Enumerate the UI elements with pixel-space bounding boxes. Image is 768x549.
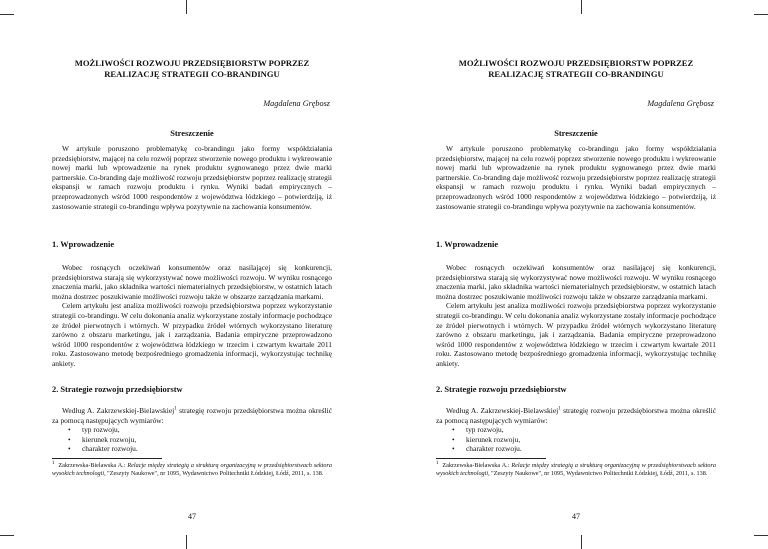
section-2-body — [436, 406, 716, 454]
list-item: • charakter rozwoju. — [436, 444, 716, 454]
intro-text: Według A. Zakrzewskiej-Bielawskiej — [62, 406, 175, 415]
abstract-text: W artykule poruszono problematykę co-brandingu jako formy współdziałania przedsiębiorstw, mającej na celu rozwój poprzez stworzenie nowego produktu i wykreowanie nowej marki lub wprowadzenie na rynek produktu sygnowanego przez dwie marki partnerskie. Co-branding daje możliwość rozwoju przedsiębiorstw poprzez realizację strategii ekspansji w ramach rozwoju produktu i rynku. Wyniki badań empirycznych – przeprowadzonych wśród 1000 respondentów z województwa łódzkiego – potwierdziją, iż zastosowanie strategii co-brandingu wpływa pozytywnie na zachowania konsumentów. — [436, 144, 716, 211]
section-1-heading: 1. Wprowadzenie — [52, 240, 115, 249]
abstract-text: W artykule poruszono problematykę co-brandingu jako formy współdziałania przedsiębiorstw, mającej na celu rozwój poprzez stworzenie nowego produktu i wykreowanie nowej marki lub wprowadzenie na rynek produktu sygnowanego przez dwie marki partnerskie. Co-branding daje możliwość rozwoju przedsiębiorstw poprzez realizację strategii ekspansji w ramach rozwoju produktu i rynku. Wyniki badań empirycznych – przeprowadzonych wśród 1000 respondentów z województwa łódzkiego – potwierdziją, iż zastosowanie strategii co-brandingu wpływa pozytywnie na zachowania konsumentów. — [52, 144, 332, 211]
list-item: • typ rozwoju, — [52, 425, 332, 435]
footnote-title: Relacje między strategią a strukturą organizacyjną w przedsiębiorstwach sektora wysokich technologii — [52, 462, 332, 477]
paragraph — [436, 406, 716, 425]
section-2-heading: 2. Strategie rozwoju przedsiębiorstw — [436, 385, 567, 394]
footnote-ref: 1 — [558, 406, 561, 412]
paragraph: Wobec rosnących oczekiwań konsumentów oraz nasilającej się konkurencji, przedsiębiorstwa starają się wykorzystywać nowe możliwości rozwoju. W wyniku rosnącego znaczenia marki, jako składnika wartości niematerialnych przedsiębiorstw, w ostatnich latach można dostrzec poszukiwanie możliwości rozwoju także w obszarze zarządzania markami. — [52, 263, 332, 301]
crop-mark — [581, 0, 582, 14]
footnote-rule — [52, 458, 162, 459]
bullet-list — [52, 425, 332, 454]
footnote-number: 1 — [52, 460, 55, 466]
footnote — [52, 462, 332, 478]
intro-text: Według A. Zakrzewskiej-Bielawskiej — [446, 406, 559, 415]
list-item: • kierunek rozwoju, — [436, 435, 716, 445]
crop-mark — [754, 535, 768, 536]
page-number: 47 — [188, 512, 196, 521]
intro-text: strategię rozwoju przedsiębiorstwa można określić za pomocą następujących wymiarów: — [52, 406, 332, 425]
section-1-heading: 1. Wprowadzenie — [436, 240, 499, 249]
list-item: • kierunek rozwoju, — [52, 435, 332, 445]
footnote-rule — [436, 458, 546, 459]
title-line-1: MOŻLIWOŚCI ROZWOJU PRZEDSIĘBIORSTW POPRZEZ — [74, 58, 310, 68]
footnote-text: Zakrzewska-Bielawska A.: — [442, 462, 512, 469]
crop-mark — [581, 535, 582, 549]
paragraph — [52, 406, 332, 425]
crop-mark — [186, 535, 187, 549]
section-2-heading: 2. Strategie rozwoju przedsiębiorstw — [52, 385, 183, 394]
article-title — [384, 58, 768, 80]
footnote-text: , "Zeszyty Naukowe", nr 1095, Wydawnictwo Politechniki Łódzkiej, Łódź, 2011, s. 138. — [488, 470, 708, 477]
bullet-list — [436, 425, 716, 454]
footnote — [436, 462, 716, 478]
paragraph: Wobec rosnących oczekiwań konsumentów oraz nasilającej się konkurencji, przedsiębiorstwa starają się wykorzystywać nowe możliwości rozwoju. W wyniku rosnącego znaczenia marki, jako składnika wartości niematerialnych przedsiębiorstw, w ostatnich latach można dostrzec poszukiwanie możliwości rozwoju także w obszarze zarządzania markami. — [436, 263, 716, 301]
abstract-heading: Streszczenie — [554, 129, 598, 138]
crop-mark — [754, 14, 768, 15]
footnote-text: Zakrzewska-Bielawska A.: — [58, 462, 128, 469]
section-2-body — [52, 406, 332, 454]
abstract-heading: Streszczenie — [170, 129, 214, 138]
list-item: • charakter rozwoju. — [52, 444, 332, 454]
title-line-2: REALIZACJĘ STRATEGII CO-BRANDINGU — [104, 69, 280, 79]
article-title — [0, 58, 384, 80]
footnote-number: 1 — [436, 460, 439, 466]
crop-mark — [186, 0, 187, 14]
paragraph: Celem artykułu jest analiza możliwości rozwoju przedsiębiorstwa poprzez wykorzystanie strategii co-brandingu. W celu dokonania analiz wykorzystane zostały informacje pochodzące ze źródeł pierwotnych i wtórnych. W przypadku źródeł wtórnych wykorzystano literaturę zarówno z obszaru marketingu, jak i zarządzania. Badania empiryczne przeprowadzono wśród 1000 respondentów z województwa łódzkiego w trzecim i czwartym kwartale 2011 roku. Zastosowano metodę bezpośredniego gromadzenia informacji, wykorzystując technikę ankiety. — [52, 301, 332, 368]
author: Magdalena Grębosz — [647, 99, 714, 108]
title-line-1: MOŻLIWOŚCI ROZWOJU PRZEDSIĘBIORSTW POPRZEZ — [458, 58, 694, 68]
author: Magdalena Grębosz — [263, 99, 330, 108]
crop-mark — [0, 535, 14, 536]
list-item: • typ rozwoju, — [436, 425, 716, 435]
right-page — [384, 0, 768, 549]
intro-text: strategię rozwoju przedsiębiorstwa można określić za pomocą następujących wymiarów: — [436, 406, 716, 425]
paragraph: Celem artykułu jest analiza możliwości rozwoju przedsiębiorstwa poprzez wykorzystanie strategii co-brandingu. W celu dokonania analiz wykorzystane zostały informacje pochodzące ze źródeł pierwotnych i wtórnych. W przypadku źródeł wtórnych wykorzystano literaturę zarówno z obszaru marketingu, jak i zarządzania. Badania empiryczne przeprowadzono wśród 1000 respondentów z województwa łódzkiego w trzecim i czwartym kwartale 2011 roku. Zastosowano metodę bezpośredniego gromadzenia informacji, wykorzystując technikę ankiety. — [436, 301, 716, 368]
footnote-text: , "Zeszyty Naukowe", nr 1095, Wydawnictwo Politechniki Łódzkiej, Łódź, 2011, s. 138. — [104, 470, 324, 477]
footnote-ref: 1 — [174, 406, 177, 412]
crop-mark — [0, 14, 14, 15]
section-1-body — [436, 263, 716, 369]
title-line-2: REALIZACJĘ STRATEGII CO-BRANDINGU — [488, 69, 664, 79]
section-1-body — [52, 263, 332, 369]
page-number: 47 — [572, 512, 580, 521]
footnote-title: Relacje między strategią a strukturą organizacyjną w przedsiębiorstwach sektora wysokich technologii — [436, 462, 716, 477]
